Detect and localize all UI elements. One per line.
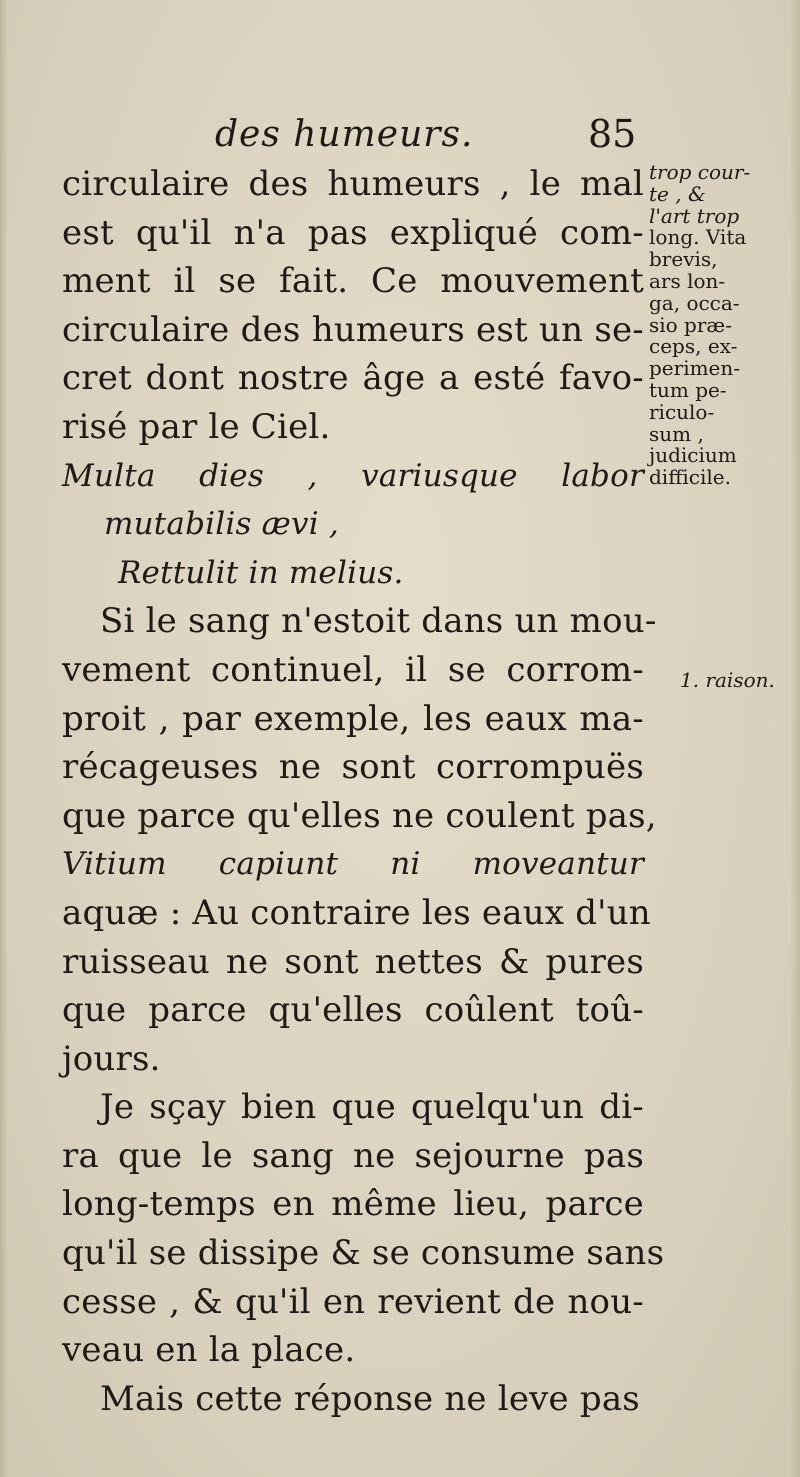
text-line: cret dont nostre âge a esté favo- — [62, 358, 644, 399]
margin-note-line: tum pe- — [649, 377, 727, 402]
margin-notes — [649, 162, 791, 489]
margin-note-line: ars lon- — [649, 268, 726, 293]
margin-note-line: long. Vita — [649, 225, 747, 250]
text-line: risé par le Ciel. — [62, 406, 331, 447]
margin-note-line: te , & — [649, 181, 706, 206]
margin-note-line: riculo- — [649, 399, 715, 424]
text-line: est qu'il n'a pas expliqué com- — [62, 212, 644, 253]
text-line: Mais cette réponse ne leve pas — [100, 1378, 640, 1419]
text-line: Je sçay bien que quelqu'un di- — [100, 1087, 644, 1128]
text-line: mutabilis ævi , — [104, 506, 339, 543]
text-line: jours. — [62, 1038, 161, 1079]
text-line: Vitium capiunt ni moveantur — [62, 846, 644, 883]
margin-note-line: perimen- — [649, 356, 741, 381]
text-line: vement continuel, il se corrom- — [62, 649, 644, 690]
margin-note-line: brevis, — [649, 247, 718, 272]
margin-note-line: sio præ- — [649, 312, 732, 337]
margin-note-line: sum , — [649, 421, 704, 446]
text-line: qu'il se dissipe & se consume sans — [62, 1233, 665, 1274]
margin-note-line: difficile. — [649, 465, 731, 490]
text-line: Si le sang n'estoit dans un mou- — [100, 601, 657, 642]
margin-note-reference: 1. raison. — [680, 668, 775, 692]
text-line: ra que le sang ne sejourne pas — [62, 1135, 644, 1176]
text-line: que parce qu'elles ne coulent pas, — [62, 795, 657, 836]
running-title: des humeurs. — [215, 114, 474, 155]
margin-note-line: trop cour- — [649, 160, 751, 184]
text-line: ruisseau ne sont nettes & pures — [62, 941, 644, 982]
text-line: que parce qu'elles coûlent toû- — [62, 990, 644, 1031]
text-line: cesse , & qu'il en revient de nou- — [62, 1281, 644, 1322]
text-line: Rettulit in melius. — [118, 554, 404, 591]
text-line: veau en la place. — [62, 1330, 356, 1371]
text-line: proit , par exemple, les eaux ma- — [62, 698, 644, 739]
page-number: 85 — [588, 112, 637, 156]
margin-note-line: ceps, ex- — [649, 334, 738, 359]
margin-note-line: judicium — [649, 443, 737, 468]
text-line: long-temps en même lieu, parce — [62, 1184, 644, 1225]
page-edge-left — [0, 0, 8, 1477]
main-text-block — [62, 160, 665, 1423]
text-line: récageuses ne sont corrompuës — [62, 747, 644, 788]
text-line: aquæ : Au contraire les eaux d'un — [62, 892, 651, 933]
text-line: Multa dies , variusque labor — [62, 457, 644, 494]
text-line: circulaire des humeurs est un se- — [62, 309, 644, 350]
margin-note-line: ga, occa- — [649, 290, 740, 315]
text-line: ment il se fait. Ce mouvement — [62, 261, 644, 302]
page-header — [0, 108, 640, 158]
page-edge-right — [790, 0, 800, 1477]
margin-note-line: l'art trop — [649, 203, 740, 228]
text-line: circulaire des humeurs , le mal — [62, 164, 644, 204]
